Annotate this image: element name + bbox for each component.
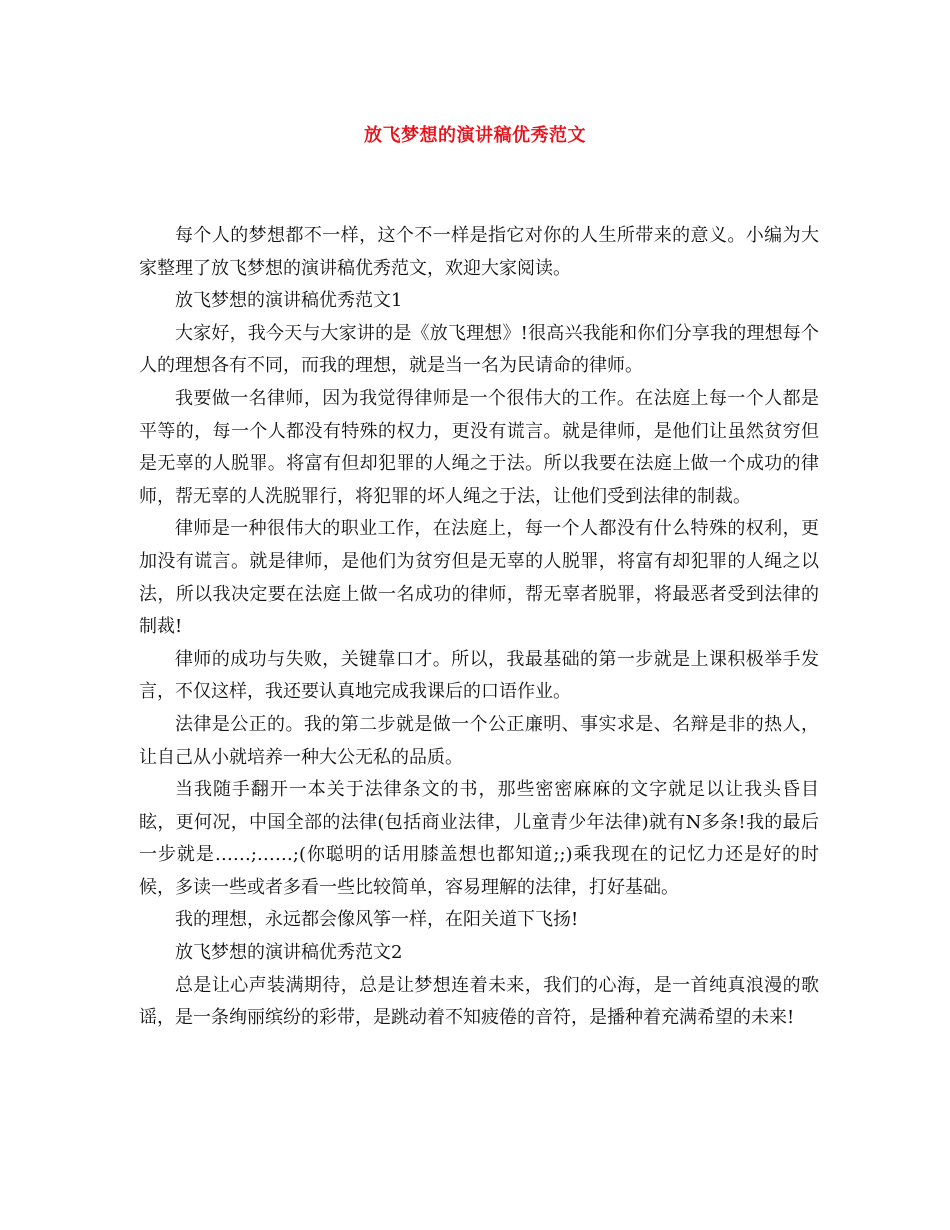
paragraph: 总是让心声装满期待，总是让梦想连着未来，我们的心海，是一首纯真浪漫的歌谣，是一条绚丽缤纷的彩带，是跳动着不知疲倦的音符，是播种着充满希望的未来! (139, 974, 819, 1029)
section-heading-1: 放飞梦想的演讲稿优秀范文1 (175, 290, 403, 312)
paragraph: 我要做一名律师，因为我觉得律师是一个很伟大的工作。在法庭上每一个人都是平等的，每一个人都没有特殊的权力，更没有谎言。就是律师，是他们让虽然贫穷但是无辜的人脱罪。将富有但却犯罪的人绳之于法。所以我要在法庭上做一个成功的律师，帮无辜的人洗脱罪行，将犯罪的坏人绳之于法，让他们受到法律的制裁。 (139, 387, 819, 507)
document-body (139, 220, 819, 1035)
paragraph: 当我随手翻开一本关于法律条文的书，那些密密麻麻的文字就足以让我头昏目眩，更何况，中国全部的法律(包括商业法律，儿童青少年法律)就有N多条!我的最后一步就是……;……;(你聪明的话用膝盖想也都知道;;)乘我现在的记忆力还是好的时候，多读一些或者多看一些比较简单，容易理解的法律，打好基础。 (139, 779, 819, 898)
section-heading-2: 放飞梦想的演讲稿优秀范文2 (175, 942, 403, 964)
paragraph-intro: 每个人的梦想都不一样，这个不一样是指它对你的人生所带来的意义。小编为大家整理了放飞梦想的演讲稿优秀范文，欢迎大家阅读。 (139, 225, 819, 279)
paragraph: 法律是公正的。我的第二步就是做一个公正廉明、事实求是、名辩是非的热人，让自己从小就培养一种大公无私的品质。 (139, 713, 819, 768)
paragraph: 大家好，我今天与大家讲的是《放飞理想》!很高兴我能和你们分享我的理想每个人的理想各有不同，而我的理想，就是当一名为民请命的律师。 (139, 322, 819, 377)
paragraph: 律师是一种很伟大的职业工作，在法庭上，每一个人都没有什么特殊的权利，更加没有谎言。就是律师，是他们为贫穷但是无辜的人脱罪，将富有却犯罪的人绳之以法，所以我决定要在法庭上做一名成功的律师，帮无辜者脱罪，将最恶者受到法律的制裁! (139, 518, 819, 638)
document-title: 放飞梦想的演讲稿优秀范文 (364, 125, 586, 146)
paragraph: 我的理想，永远都会像风筝一样，在阳关道下飞扬! (175, 909, 579, 931)
paragraph: 律师的成功与失败，关键靠口才。所以，我最基础的第一步就是上课积极举手发言，不仅这样，我还要认真地完成我课后的口语作业。 (139, 648, 819, 703)
